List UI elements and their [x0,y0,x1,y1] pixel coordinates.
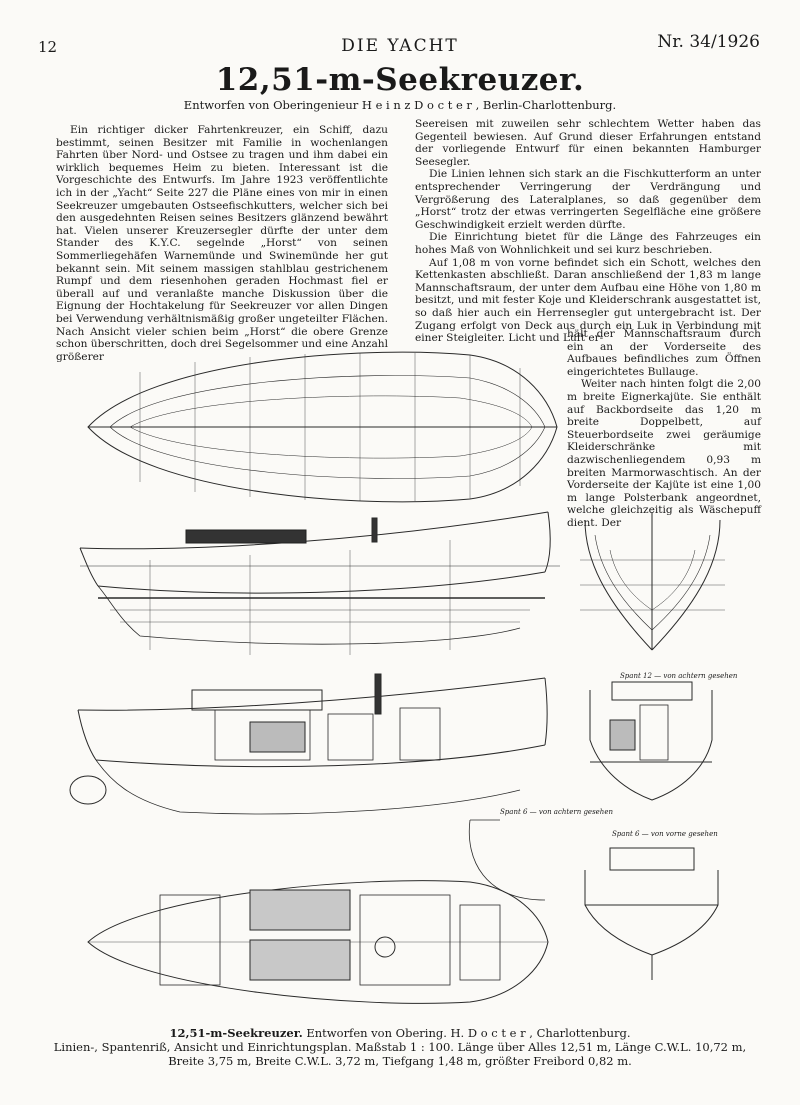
spant-6-b-label: Spant 6 [612,830,640,838]
paragraph: hält der Mannschaftsraum durch ein an der Vorderseite des Aufbaues befindliches zum Öffnen eingerichtetes Bullauge. [567,328,761,378]
section-label-spant-6-a: Spant 6 — von achtern gesehen [500,808,613,816]
spant-6-a-sub-label: von achtern gesehen [538,808,613,816]
inboard-profile [70,674,547,814]
profile-plan [80,512,560,655]
paragraph: Ein richtiger dicker Fahrtenkreuzer, ein Schiff, dazu bestimmt, seinen Besitzer mit Familie in wochenlangen Fahrten über Nord- und Ostsee zu tragen und ihm dabei ein wirklich bequemes Heim zu bieten. Interessant ist die Vorgeschichte des Entwurfs. Im Jahre 1923 veröffentlichte ich in der „Yacht“ Seite 227 die Pläne eines von mir in einen Seekreuzer umgebauten Ostseefischkutters, welcher sich bei den ausgedehnten Reisen seines Besitzers glänzend bewährt hat. Vielen unserer Kreuzersegler dürfte der unter dem Stander des K.Y.C. segelnde „Horst“ von seinen Sommerliegehäfen Warnemünde und Swinemünde her gut bekannt sein. Mit seinem massigen stahlblau gestrichenem Rumpf und dem riesenhohen geraden Hochmast fiel er überall auf und veranlaßte manche Diskussion über die Eignung der Hochtakelung für Seekreuzer vor allen Dingen bei Verwendung verhältnismäßig großer ungeteilter Flächen. Nach Ansicht vieler schien beim „Horst“ die obere Grenze schon überschritten, doch drei Segelsommer und eine Anzahl größerer [56,124,388,363]
paragraph: Weiter nach hinten folgt die 2,00 m breite Eignerkajüte. Sie enthält auf Backbordseite das 1,20 m breite Doppelbett, auf Steuerbordseite zwei geräumige Kleiderschränke mit dazwischenliegendem 0,93 m breiten Marmorwaschtisch. An der Vorderseite der Kajüte ist eine 1,00 m lange Polsterbank angeordnet, welche gleichzeitig als Wäschepuff dient. Der [567,378,761,529]
section-label-spant-12: Spant 12 — von achtern gesehen [620,672,738,680]
issue-number: Nr. 34/1926 [657,32,760,52]
paragraph: Die Einrichtung bietet für die Länge des Fahrzeuges ein hohes Maß von Wohnlichkeit und sei kurz beschrieben. [415,231,761,256]
section-label-spant-6-b: Spant 6 — von vorne gesehen [612,830,718,838]
spant-6-a-label: Spant 6 [500,808,528,816]
magazine-title: DIE YACHT [341,36,459,56]
page-number: 12 [38,38,58,56]
caption-text: Entworfen von Obering. H. D o c t e r , Charlottenburg. [302,1026,631,1040]
paragraph: Die Linien lehnen sich stark an die Fischkutterform an unter entsprechender Verringerung der Verdrängung und Vergrößerung des Lateralplanes, so daß gegenüber dem „Horst“ trotz der etwas verringerten Segelfläche eine größere Geschwindigkeit erzielt werden dürfte. [415,168,761,231]
article-title: 12,51-m-Seekreuzer. [215,62,585,98]
figure-caption-line-1 [40,1026,760,1040]
body-plan [580,512,725,650]
paragraph: Seereisen mit zuweilen sehr schlechtem Wetter haben das Gegenteil bewiesen. Auf Grund dieser Erfahrungen entstand der vorliegende Entwurf für einen bekannten Hamburger Seesegler. [415,118,761,168]
figure-caption-line-2: Linien-, Spantenriß, Ansicht und Einrichtungsplan. Maßstab 1 : 100. Länge über Alles 12,51 m, Länge C.W.L. 10,72 m, [53,1040,747,1054]
accommodation-plan [88,881,548,1004]
spant-12-sub-label: von achtern gesehen [663,672,738,680]
half-breadth-plan [88,352,557,502]
spant-6-b-sub-label: von vorne gesehen [650,830,718,838]
caption-title: 12,51-m-Seekreuzer. [169,1026,303,1040]
figure-caption-line-3: Breite 3,75 m, Breite C.W.L. 3,72 m, Tiefgang 1,48 m, größter Freibord 0,82 m. [168,1054,632,1068]
paragraph: Auf 1,08 m von vorne befindet sich ein Schott, welches den Kettenkasten abschließt. Daran anschließend der 1,83 m lange Mannschaftsraum, der unter dem Aufbau eine Höhe von 1,80 m besitzt, und mit fester Koje und Kleiderschrank ausgestattet ist, so daß hier auch ein Herrensegler gut untergebracht ist. Der Zugang erfolgt von Deck aus durch ein Luk in Verbindung mit einer Steigleiter. Licht und Luft er- [415,256,761,345]
article-subtitle: Entworfen von Oberingenieur H e i n z D o c t e r , Berlin-Charlottenburg. [183,98,617,112]
spant-12-label: Spant 12 [620,672,652,680]
